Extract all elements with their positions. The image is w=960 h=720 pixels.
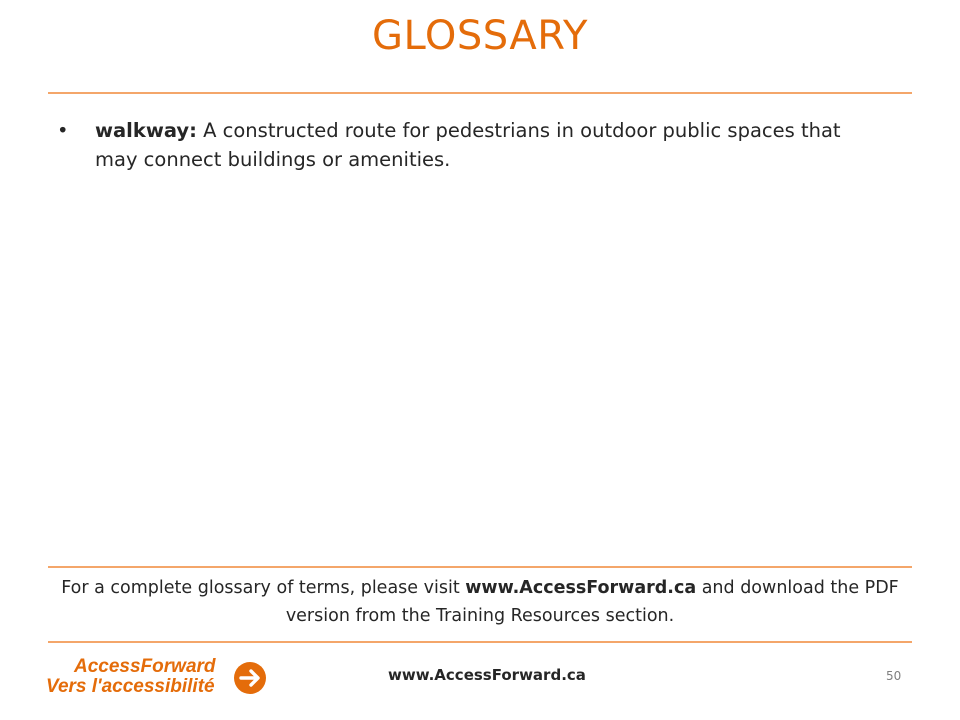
glossary-term: walkway: [95,119,197,142]
footer-top-divider [48,566,912,568]
glossary-list [57,116,877,174]
footer-note-link[interactable]: www.AccessForward.ca [465,578,697,598]
footer-url[interactable]: www.AccessForward.ca [388,666,586,684]
logo-line-1: AccessForward [74,656,216,677]
accessforward-logo [44,654,274,700]
footer-note [48,574,912,630]
page-number: 50 [886,669,902,683]
page-title: GLOSSARY [372,13,588,59]
footer-note-before: For a complete glossary of terms, please visit [61,578,466,598]
title-divider [48,92,912,94]
arrow-right-circle-icon [232,660,268,696]
bullet-icon: • [57,119,69,142]
footer-bottom-divider [48,641,912,643]
footer-note-after: and download the PDF version from the Training Resources section. [285,578,899,626]
glossary-definition: A constructed route for pedestrians in outdoor public spaces that may connect buildings or amenities. [95,119,841,171]
logo-line-2: Vers l'accessibilité [46,676,215,697]
glossary-entry [57,116,877,174]
